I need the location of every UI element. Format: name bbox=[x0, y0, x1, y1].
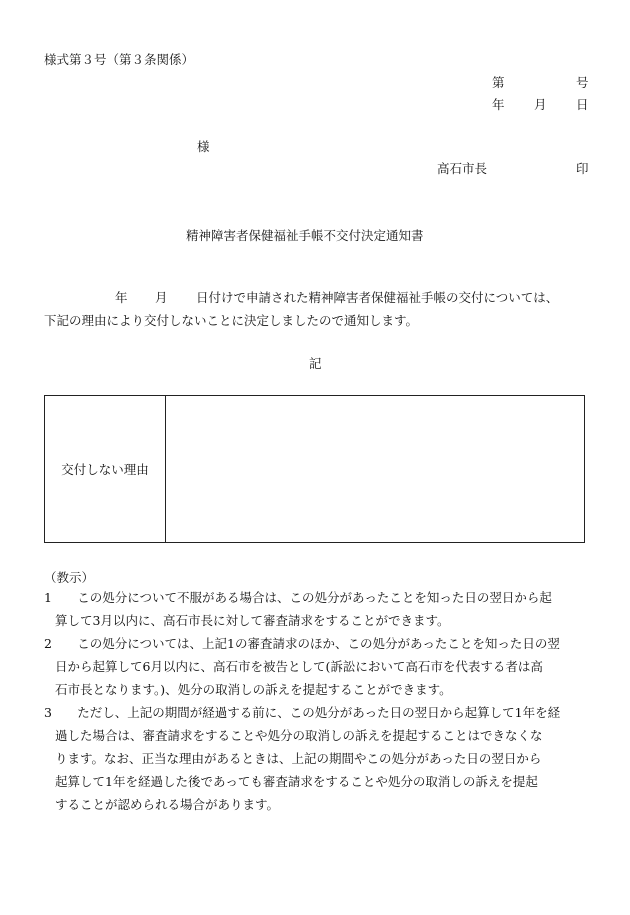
instruction-list bbox=[44, 586, 604, 816]
item-number: 3 bbox=[44, 705, 52, 720]
ki-heading: 記 bbox=[309, 356, 322, 371]
item-line: することが認められる場合があります。 bbox=[55, 797, 280, 812]
date-month: 月 bbox=[534, 97, 547, 112]
reason-content bbox=[166, 396, 584, 542]
reason-table bbox=[44, 395, 585, 543]
item-line: ります。なお、正当な理由があるときは、上記の期間やこの処分があった日の翌日から bbox=[55, 751, 542, 766]
reason-label: 交付しない理由 bbox=[61, 462, 149, 477]
item-line: この処分について不服がある場合は、この処分があったことを知った日の翌日から起 bbox=[77, 590, 552, 605]
date-year: 年 bbox=[492, 97, 505, 112]
item-number: 2 bbox=[44, 636, 52, 651]
date-day: 日 bbox=[576, 97, 589, 112]
instruction-item-1 bbox=[44, 586, 604, 632]
body-month: 月 bbox=[155, 290, 168, 305]
instruction-item-3 bbox=[44, 701, 604, 816]
body-line2: 下記の理由により交付しないことに決定しましたので通知します。 bbox=[44, 313, 419, 328]
doc-number-suffix: 号 bbox=[576, 75, 589, 90]
item-number: 1 bbox=[44, 590, 52, 605]
item-line: 起算して1年を経過した後であっても審査請求をすることや処分の取消しの訴えを提起 bbox=[55, 774, 538, 789]
item-line: 日から起算して6月以内に、高石市を被告として(訴訟において高石市を代表する者は高 bbox=[55, 659, 543, 674]
body-year: 年 bbox=[115, 290, 128, 305]
seal-mark: 印 bbox=[576, 161, 589, 176]
recipient-honorific: 様 bbox=[197, 139, 210, 154]
item-line: 石市長となります。)、処分の取消しの訴えを提起することができます。 bbox=[55, 682, 452, 697]
instruction-heading: （教示） bbox=[44, 570, 95, 585]
instruction-item-2 bbox=[44, 632, 604, 701]
item-line: 過した場合は、審査請求をすることや処分の取消しの訴えを提起することはできなくな bbox=[55, 728, 543, 743]
document-title: 精神障害者保健福祉手帳不交付決定通知書 bbox=[186, 228, 424, 243]
item-line: ただし、上記の期間が経過する前に、この処分があった日の翌日から起算して1年を経 bbox=[77, 705, 561, 720]
doc-number-label: 第 bbox=[492, 75, 505, 90]
body-line1: 日付けで申請された精神障害者保健福祉手帳の交付については、 bbox=[196, 290, 559, 305]
item-line: 算して3月以内に、高石市長に対して審査請求をすることができます。 bbox=[55, 613, 450, 628]
form-number: 様式第３号（第３条関係） bbox=[44, 52, 195, 67]
item-line: この処分については、上記1の審査請求のほか、この処分があったことを知った日の翌 bbox=[77, 636, 560, 651]
issuer-name: 高石市長 bbox=[437, 161, 488, 176]
